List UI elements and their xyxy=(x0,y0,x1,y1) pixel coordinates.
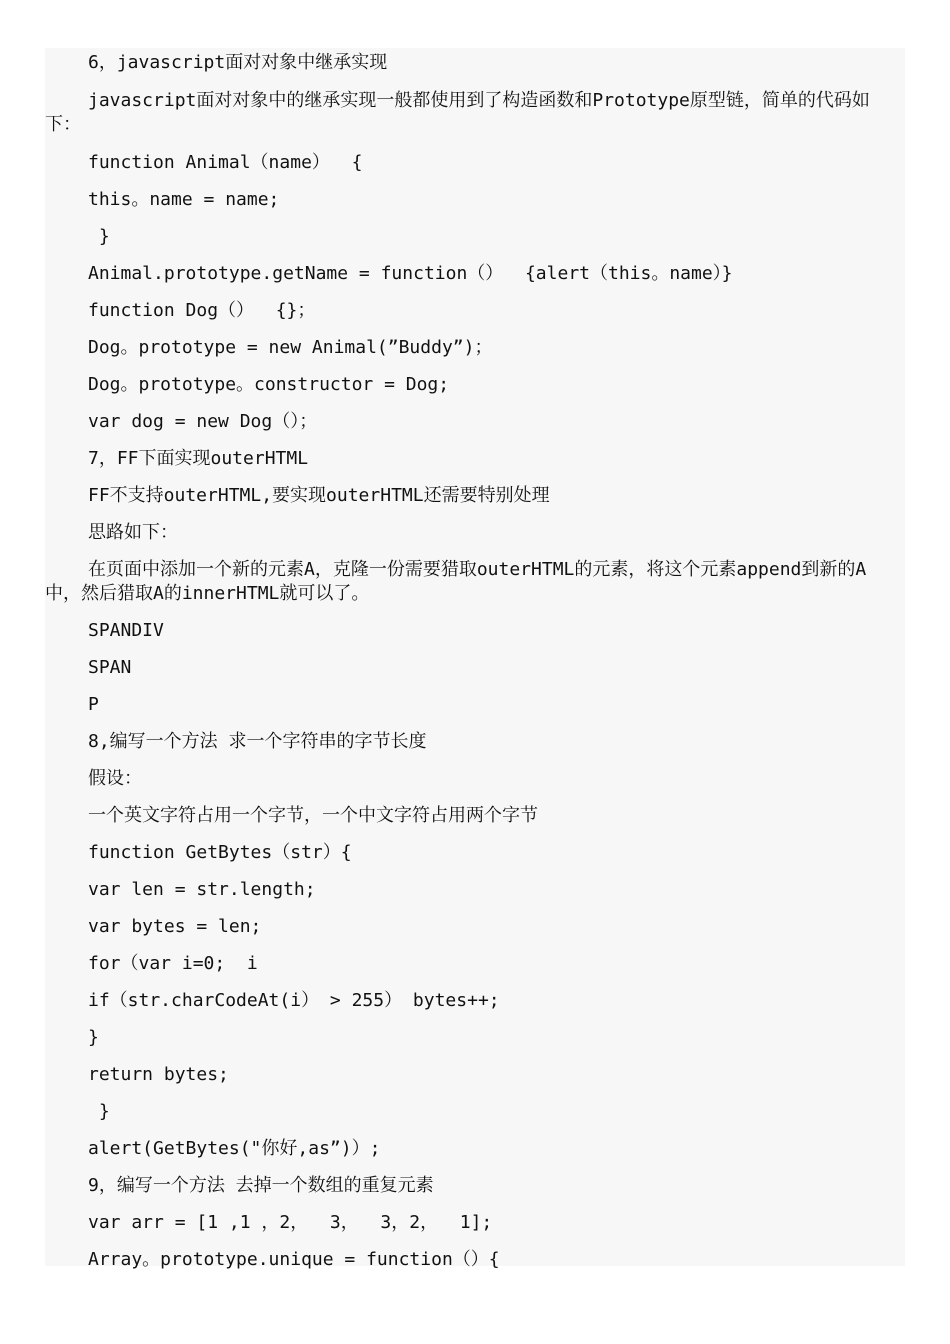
code-line: function Animal（name） { xyxy=(88,152,363,173)
code-line: return bytes; xyxy=(88,1064,229,1085)
document-body xyxy=(45,48,905,1272)
code-line: } xyxy=(88,1027,99,1048)
heading-6: 6，javascript面对对象中继承实现 xyxy=(88,52,388,73)
code-line: function GetBytes（str）{ xyxy=(88,842,352,863)
code-line: function Dog（） {}； xyxy=(88,300,316,321)
code-line: } xyxy=(88,1101,110,1122)
heading-7: 7，FF下面实现outerHTML xyxy=(88,448,309,469)
code-line: var dog = new Dog（）； xyxy=(88,411,318,432)
code-line: alert(GetBytes("你好,as”)）; xyxy=(88,1138,381,1159)
code-line: P xyxy=(88,694,99,715)
code-line: for（var i=0; i xyxy=(88,953,258,974)
code-line: SPAN xyxy=(88,657,132,678)
paragraph-inheritance: javascript面对对象中的继承实现一般都使用到了构造函数和Prototype原型链，简单的代码如下： xyxy=(45,90,870,135)
code-line: SPANDIV xyxy=(88,620,164,641)
paragraph: 思路如下： xyxy=(88,522,178,543)
code-line: } xyxy=(88,226,110,247)
code-line: this。name = name; xyxy=(88,189,280,210)
code-line: Dog。prototype。constructor = Dog; xyxy=(88,374,450,395)
code-line: if（str.charCodeAt(i） > 255） bytes++; xyxy=(88,990,500,1011)
paragraph: 一个英文字符占用一个字节，一个中文字符占用两个字节 xyxy=(88,805,538,826)
paragraph: 假设： xyxy=(88,768,142,789)
code-line: Dog。prototype = new Animal(”Buddy”)； xyxy=(88,337,493,358)
heading-9: 9，编写一个方法 去掉一个数组的重复元素 xyxy=(88,1175,434,1196)
code-line: var arr = [1 ,1 ，2， 3， 3，2， 1]; xyxy=(88,1212,493,1233)
paragraph: FF不支持outerHTML,要实现outerHTML还需要特别处理 xyxy=(88,485,550,506)
paragraph-outerhtml: 在页面中添加一个新的元素A，克隆一份需要猎取outerHTML的元素，将这个元素append到新的A中，然后猎取A的innerHTML就可以了。 xyxy=(45,559,867,604)
code-line: var len = str.length; xyxy=(88,879,316,900)
code-line: var bytes = len; xyxy=(88,916,262,937)
heading-8: 8,编写一个方法 求一个字符串的字节长度 xyxy=(88,731,427,752)
code-line: Array。prototype.unique = function（）{ xyxy=(88,1249,500,1270)
code-line: Animal.prototype.getName = function（） {alert（this。name）} xyxy=(88,263,733,284)
